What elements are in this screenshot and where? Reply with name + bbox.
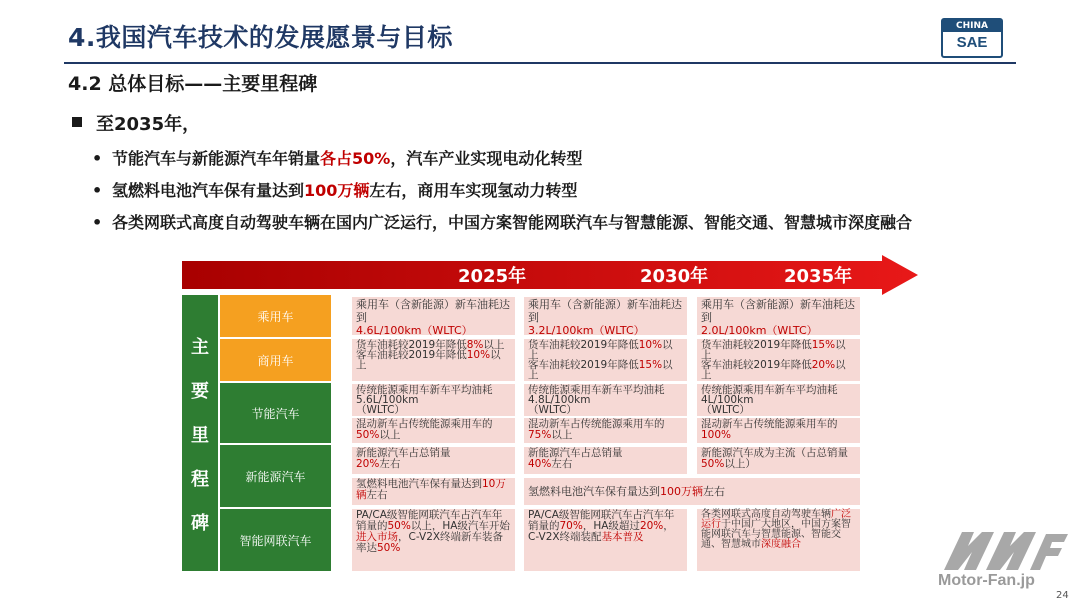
bullet-text: 左右，商用车实现氢动力转型 xyxy=(369,181,578,200)
cell-text: 乘用车（含新能源）新车油耗达到 xyxy=(528,298,682,324)
cell-value: 50% xyxy=(377,542,401,554)
cell-value: 4.8L/100km xyxy=(528,394,591,406)
bullet-highlight: 各占50% xyxy=(320,149,391,168)
cell-text: 传统能源乘用车新车平均油耗 xyxy=(356,384,493,396)
year-2035-label: 2035年 xyxy=(784,266,853,287)
page-number: 24 xyxy=(1056,590,1069,601)
cell-value: 10% xyxy=(638,339,663,351)
cell-text: 以上 xyxy=(528,339,673,361)
cell-text: 氢燃料电池汽车保有量达到 xyxy=(356,478,482,490)
cell-value: 进入市场 xyxy=(356,531,398,543)
cell-text: 左右 xyxy=(379,458,401,470)
bullet-dot-icon: • xyxy=(92,181,103,200)
bullet-item xyxy=(92,178,577,201)
group-char: 里 xyxy=(191,425,209,446)
cell-value: 50% xyxy=(701,458,725,470)
milestone-cell xyxy=(352,447,515,474)
group-char: 碑 xyxy=(191,513,209,534)
bullet-dot-icon: • xyxy=(92,213,103,232)
cell-value: 75% xyxy=(528,429,552,441)
cell-value: 深度融合 xyxy=(761,539,801,550)
cell-text: 左右 xyxy=(366,489,388,501)
cell-text: 客车油耗较2019年降低 xyxy=(356,349,467,361)
cell-text: （WLTC） xyxy=(356,404,405,416)
milestone-cell xyxy=(697,447,860,474)
cell-text: 以上 xyxy=(551,429,573,441)
milestone-cell-wide xyxy=(524,478,860,505)
cell-text: 传统能源乘用车新车平均油耗 xyxy=(528,384,665,396)
cell-value: 50% xyxy=(387,520,411,532)
category-nev: 新能源汽车 xyxy=(220,445,331,507)
bullet-text: ，汽车产业实现电动化转型 xyxy=(390,149,583,168)
cell-text: 以上 xyxy=(701,339,846,361)
cell-text: ，C-V2X终端新车装备率达 xyxy=(356,531,504,554)
cell-text: 以上 xyxy=(701,359,846,381)
cell-text: PA/CA级智能网联汽车占汽车年销量的 xyxy=(356,509,503,532)
bullet-text: 节能汽车与新能源汽车年销量 xyxy=(112,149,321,168)
cell-value: 4.6L/100km（WLTC） xyxy=(356,324,473,337)
milestone-cell xyxy=(352,297,515,335)
milestone-cell xyxy=(524,509,687,571)
bullet-dot-icon: • xyxy=(92,149,103,168)
cell-value: 10% xyxy=(466,349,491,361)
cell-text: 货车油耗较2019年降低 xyxy=(701,339,812,351)
cell-value: 2.0L/100km（WLTC） xyxy=(701,324,818,337)
milestone-cell xyxy=(697,297,860,335)
cell-text: 以上 xyxy=(483,339,505,351)
cell-text: PA/CA级智能网联汽车占汽车年销量的 xyxy=(528,509,675,532)
milestone-cell xyxy=(352,384,515,416)
category-icv: 智能网联汽车 xyxy=(220,509,331,571)
category-commercial: 商用车 xyxy=(220,339,331,381)
cell-text: 左右 xyxy=(551,458,573,470)
cell-text: 混动新车占传统能源乘用车的 xyxy=(528,418,665,430)
section-subtitle: 4.2 总体目标——主要里程碑 xyxy=(68,73,318,95)
cell-value: 3.2L/100km（WLTC） xyxy=(528,324,645,337)
cell-value: 100% xyxy=(701,429,732,441)
cell-value: 15% xyxy=(638,359,663,371)
motor-fan-logo xyxy=(940,526,1070,572)
cell-value: 15% xyxy=(811,339,836,351)
cell-text: 混动新车占传统能源乘用车的 xyxy=(356,418,493,430)
cell-value: 50% xyxy=(356,429,380,441)
cell-text: ，HA级超过 xyxy=(582,520,640,532)
cell-text: 氢燃料电池汽车保有量达到 xyxy=(528,485,660,498)
category-passenger: 乘用车 xyxy=(220,295,331,337)
cell-text: 各类网联式高度自动驾驶车辆 xyxy=(701,509,831,520)
bullet-highlight: 100万辆 xyxy=(304,181,370,200)
cell-value: 10万辆 xyxy=(356,478,506,501)
milestone-cell xyxy=(352,509,515,571)
cell-text: 于中国广大地区，中国方案智能网联汽车与智慧能源、智能交通、智慧城市 xyxy=(701,519,851,550)
group-char: 主 xyxy=(191,337,209,358)
cell-value: 70% xyxy=(559,520,583,532)
cell-value: 40% xyxy=(528,458,552,470)
cell-text: 左右 xyxy=(703,485,725,498)
cell-text: 新能源汽车占总销量 xyxy=(528,447,623,459)
china-sae-logo xyxy=(941,18,1003,58)
bullet-item xyxy=(92,146,582,169)
cell-value: 5.6L/100km xyxy=(356,394,419,406)
milestone-cell xyxy=(352,418,515,443)
cell-value: 100万辆 xyxy=(660,485,703,498)
year-2025-label: 2025年 xyxy=(458,266,527,287)
category-energy-saving: 节能汽车 xyxy=(220,383,331,443)
cell-text: 乘用车（含新能源）新车油耗达到 xyxy=(701,298,855,324)
milestone-cell xyxy=(697,509,860,571)
milestone-cell xyxy=(524,384,687,416)
cell-value: 20% xyxy=(639,520,664,532)
cell-text: 新能源汽车成为主流（占总销量 xyxy=(701,447,848,459)
cell-text: 客车油耗较2019年降低 xyxy=(528,359,639,371)
milestone-cell xyxy=(352,339,515,381)
cell-text: 新能源汽车占总销量 xyxy=(356,447,451,459)
cell-text: （WLTC） xyxy=(701,404,750,416)
cell-text: 以上，HA级汽车开始 xyxy=(410,520,510,532)
cell-text: 以上） xyxy=(724,458,756,470)
cell-text: 传统能源乘用车新车平均油耗 xyxy=(701,384,838,396)
square-bullet-icon xyxy=(72,117,82,127)
milestone-cell xyxy=(524,339,687,381)
bullet-item xyxy=(92,210,912,233)
cell-text: 货车油耗较2019年降低 xyxy=(356,339,467,351)
group-char: 要 xyxy=(191,381,209,402)
cell-value: 20% xyxy=(811,359,836,371)
main-bullet-text: 至2035年， xyxy=(96,114,201,135)
milestone-cell xyxy=(697,339,860,381)
cell-text: 乘用车（含新能源）新车油耗达到 xyxy=(356,298,510,324)
cell-text: 混动新车占传统能源乘用车的 xyxy=(701,418,838,430)
cell-text: ，C-V2X终端装配 xyxy=(528,520,674,543)
cell-text: （WLTC） xyxy=(528,404,577,416)
cell-text: 货车油耗较2019年降低 xyxy=(528,339,639,351)
cell-value: 8% xyxy=(466,339,484,351)
milestone-cell xyxy=(524,297,687,335)
cell-value: 广泛运行 xyxy=(701,509,851,530)
cell-text: 以上 xyxy=(356,349,501,371)
bullet-text: 氢燃料电池汽车保有量达到 xyxy=(112,181,305,200)
watermark-text: Motor-Fan.jp xyxy=(938,572,1035,589)
group-char: 程 xyxy=(191,469,209,490)
cell-value: 20% xyxy=(356,458,380,470)
milestone-cell xyxy=(697,384,860,416)
page-title: 4.我国汽车技术的发展愿景与目标 xyxy=(68,23,453,52)
logo-bottom-text: SAE xyxy=(956,34,988,51)
cell-text: 以上 xyxy=(528,359,673,381)
bullet-text: 各类网联式高度自动驾驶车辆在国内广泛运行，中国方案智能网联汽车与智慧能源、智能交通、智慧城市深度融合 xyxy=(112,213,913,232)
milestone-group-label xyxy=(182,295,218,571)
cell-text: 以上 xyxy=(379,429,401,441)
cell-value: 基本普及 xyxy=(601,531,644,543)
milestone-cell xyxy=(352,478,515,505)
milestone-cell xyxy=(524,418,687,443)
cell-text: 客车油耗较2019年降低 xyxy=(701,359,812,371)
milestone-cell xyxy=(697,418,860,443)
cell-value: 4L/100km xyxy=(701,394,754,406)
title-divider xyxy=(64,62,1016,64)
year-2030-label: 2030年 xyxy=(640,266,709,287)
milestone-cell xyxy=(524,447,687,474)
logo-top-text: CHINA xyxy=(943,20,1001,32)
